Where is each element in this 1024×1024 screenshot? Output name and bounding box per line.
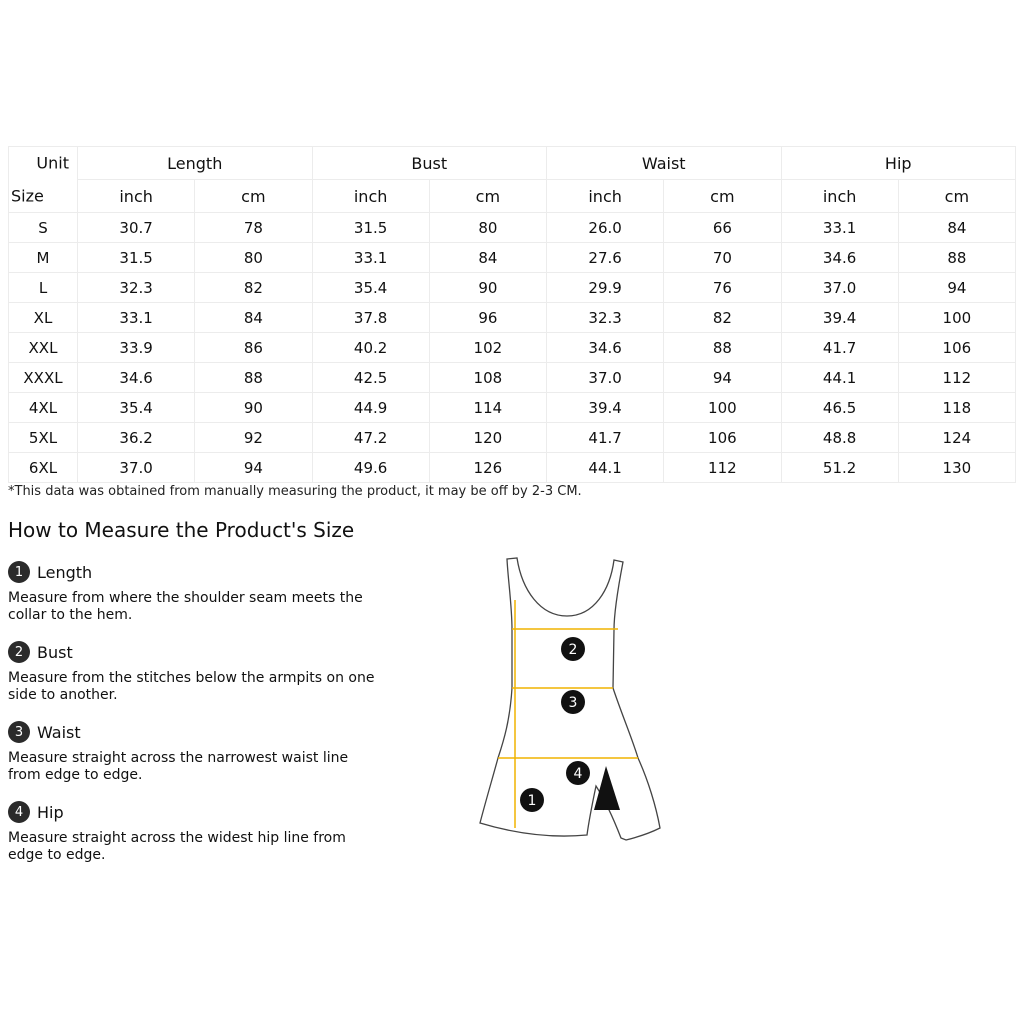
size-cell: M: [9, 243, 78, 273]
group-header-hip: Hip: [781, 147, 1016, 180]
measurement-cell: 80: [429, 213, 546, 243]
unit-header: cm: [195, 180, 312, 213]
measurement-cell: 27.6: [547, 243, 664, 273]
step-title: Length: [37, 562, 93, 582]
measurement-cell: 36.2: [78, 423, 195, 453]
measurement-cell: 33.1: [78, 303, 195, 333]
measurement-cell: 70: [664, 243, 781, 273]
measurement-cell: 106: [664, 423, 781, 453]
measurement-cell: 51.2: [781, 453, 898, 483]
marker-label: 2: [568, 642, 578, 658]
marker-hip: [566, 761, 590, 785]
unit-header: cm: [429, 180, 546, 213]
measurement-cell: 84: [195, 303, 312, 333]
measurement-cell: 39.4: [547, 393, 664, 423]
measurement-cell: 82: [664, 303, 781, 333]
step-waist: [8, 720, 378, 784]
how-to-measure-title: How to Measure the Product's Size: [8, 518, 355, 542]
unit-label: Unit: [36, 153, 69, 173]
measurement-cell: 120: [429, 423, 546, 453]
measurement-cell: 112: [664, 453, 781, 483]
step-title: Bust: [37, 642, 73, 662]
measurement-cell: 49.6: [312, 453, 429, 483]
measurement-cell: 106: [898, 333, 1015, 363]
size-label: Size: [11, 186, 44, 206]
measurement-cell: 94: [664, 363, 781, 393]
measurement-cell: 130: [898, 453, 1015, 483]
measurement-cell: 34.6: [78, 363, 195, 393]
measurement-cell: 34.6: [781, 243, 898, 273]
measurement-cell: 33.9: [78, 333, 195, 363]
measurement-cell: 124: [898, 423, 1015, 453]
group-header-length: Length: [78, 147, 313, 180]
marker-bust: [561, 637, 585, 661]
size-row: [9, 333, 1016, 363]
marker-length: [520, 788, 544, 812]
measurement-cell: 32.3: [547, 303, 664, 333]
measurement-cell: 94: [195, 453, 312, 483]
size-row: [9, 363, 1016, 393]
size-row: [9, 393, 1016, 423]
step-bust: [8, 640, 378, 704]
measurement-cell: 29.9: [547, 273, 664, 303]
measurement-cell: 35.4: [78, 393, 195, 423]
measurement-cell: 40.2: [312, 333, 429, 363]
size-cell: 5XL: [9, 423, 78, 453]
step-description: Measure from where the shoulder seam meets the collar to the hem.: [8, 590, 363, 623]
measurement-cell: 44.9: [312, 393, 429, 423]
unit-corner-cell: [9, 147, 78, 180]
measurement-cell: 118: [898, 393, 1015, 423]
measurement-cell: 42.5: [312, 363, 429, 393]
measurement-cell: 88: [664, 333, 781, 363]
marker-label: 3: [568, 695, 578, 711]
measurement-cell: 66: [664, 213, 781, 243]
measurement-cell: 88: [195, 363, 312, 393]
measurement-cell: 114: [429, 393, 546, 423]
measurement-cell: 44.1: [547, 453, 664, 483]
measurement-cell: 31.5: [312, 213, 429, 243]
marker-waist: [561, 690, 585, 714]
measurement-cell: 33.1: [312, 243, 429, 273]
size-row: [9, 453, 1016, 483]
measurement-cell: 82: [195, 273, 312, 303]
unit-header: inch: [78, 180, 195, 213]
size-cell: L: [9, 273, 78, 303]
measurement-cell: 26.0: [547, 213, 664, 243]
step-length: [8, 560, 378, 624]
measurement-cell: 92: [195, 423, 312, 453]
size-cell: XXXL: [9, 363, 78, 393]
measurement-cell: 90: [429, 273, 546, 303]
measurement-cell: 46.5: [781, 393, 898, 423]
marker-label: 4: [573, 766, 583, 782]
measurement-cell: 90: [195, 393, 312, 423]
unit-header: cm: [664, 180, 781, 213]
measurement-cell: 44.1: [781, 363, 898, 393]
step-number-badge: 3: [8, 721, 30, 743]
step-hip: [8, 800, 378, 864]
measurement-cell: 33.1: [781, 213, 898, 243]
measurement-cell: 35.4: [312, 273, 429, 303]
measurement-cell: 94: [898, 273, 1015, 303]
measurement-cell: 37.0: [78, 453, 195, 483]
measurement-cell: 102: [429, 333, 546, 363]
marker-label: 1: [527, 793, 537, 809]
size-cell: 6XL: [9, 453, 78, 483]
size-cell: 4XL: [9, 393, 78, 423]
unit-header: inch: [547, 180, 664, 213]
unit-header-row: [9, 180, 1016, 213]
measurement-cell: 76: [664, 273, 781, 303]
dress-measurement-diagram: [470, 548, 670, 848]
size-row: [9, 273, 1016, 303]
unit-header: inch: [781, 180, 898, 213]
size-cell: XXL: [9, 333, 78, 363]
measurement-cell: 30.7: [78, 213, 195, 243]
size-row: [9, 213, 1016, 243]
measurement-cell: 88: [898, 243, 1015, 273]
size-cell: XL: [9, 303, 78, 333]
measurement-cell: 100: [664, 393, 781, 423]
size-corner-cell: [9, 180, 78, 213]
group-header-bust: Bust: [312, 147, 547, 180]
size-row: [9, 243, 1016, 273]
unit-header: inch: [312, 180, 429, 213]
measurement-cell: 84: [898, 213, 1015, 243]
measurement-cell: 34.6: [547, 333, 664, 363]
size-row: [9, 423, 1016, 453]
measurement-cell: 126: [429, 453, 546, 483]
measurement-cell: 84: [429, 243, 546, 273]
unit-header: cm: [898, 180, 1015, 213]
step-title: Waist: [37, 722, 81, 742]
step-title: Hip: [37, 802, 64, 822]
group-header-waist: Waist: [547, 147, 782, 180]
size-row: [9, 303, 1016, 333]
group-header-row: [9, 147, 1016, 180]
size-chart-table: [8, 146, 1016, 483]
measurement-cell: 31.5: [78, 243, 195, 273]
measurement-cell: 47.2: [312, 423, 429, 453]
measurement-cell: 37.0: [781, 273, 898, 303]
measurement-cell: 48.8: [781, 423, 898, 453]
size-cell: S: [9, 213, 78, 243]
step-number-badge: 4: [8, 801, 30, 823]
measurement-cell: 96: [429, 303, 546, 333]
measurement-cell: 37.8: [312, 303, 429, 333]
measurement-cell: 80: [195, 243, 312, 273]
measurement-cell: 78: [195, 213, 312, 243]
step-description: Measure from the stitches below the armpits on one side to another.: [8, 670, 375, 703]
measurement-cell: 86: [195, 333, 312, 363]
measurement-cell: 39.4: [781, 303, 898, 333]
measurement-cell: 32.3: [78, 273, 195, 303]
measurement-cell: 108: [429, 363, 546, 393]
measurement-cell: 112: [898, 363, 1015, 393]
measurement-cell: 41.7: [781, 333, 898, 363]
step-number-badge: 2: [8, 641, 30, 663]
measurement-footnote: *This data was obtained from manually measuring the product, it may be off by 2-3 CM.: [8, 484, 582, 499]
step-description: Measure straight across the narrowest waist line from edge to edge.: [8, 750, 349, 783]
step-number-badge: 1: [8, 561, 30, 583]
measurement-cell: 100: [898, 303, 1015, 333]
measurement-cell: 41.7: [547, 423, 664, 453]
step-description: Measure straight across the widest hip line from edge to edge.: [8, 830, 346, 863]
measurement-cell: 37.0: [547, 363, 664, 393]
